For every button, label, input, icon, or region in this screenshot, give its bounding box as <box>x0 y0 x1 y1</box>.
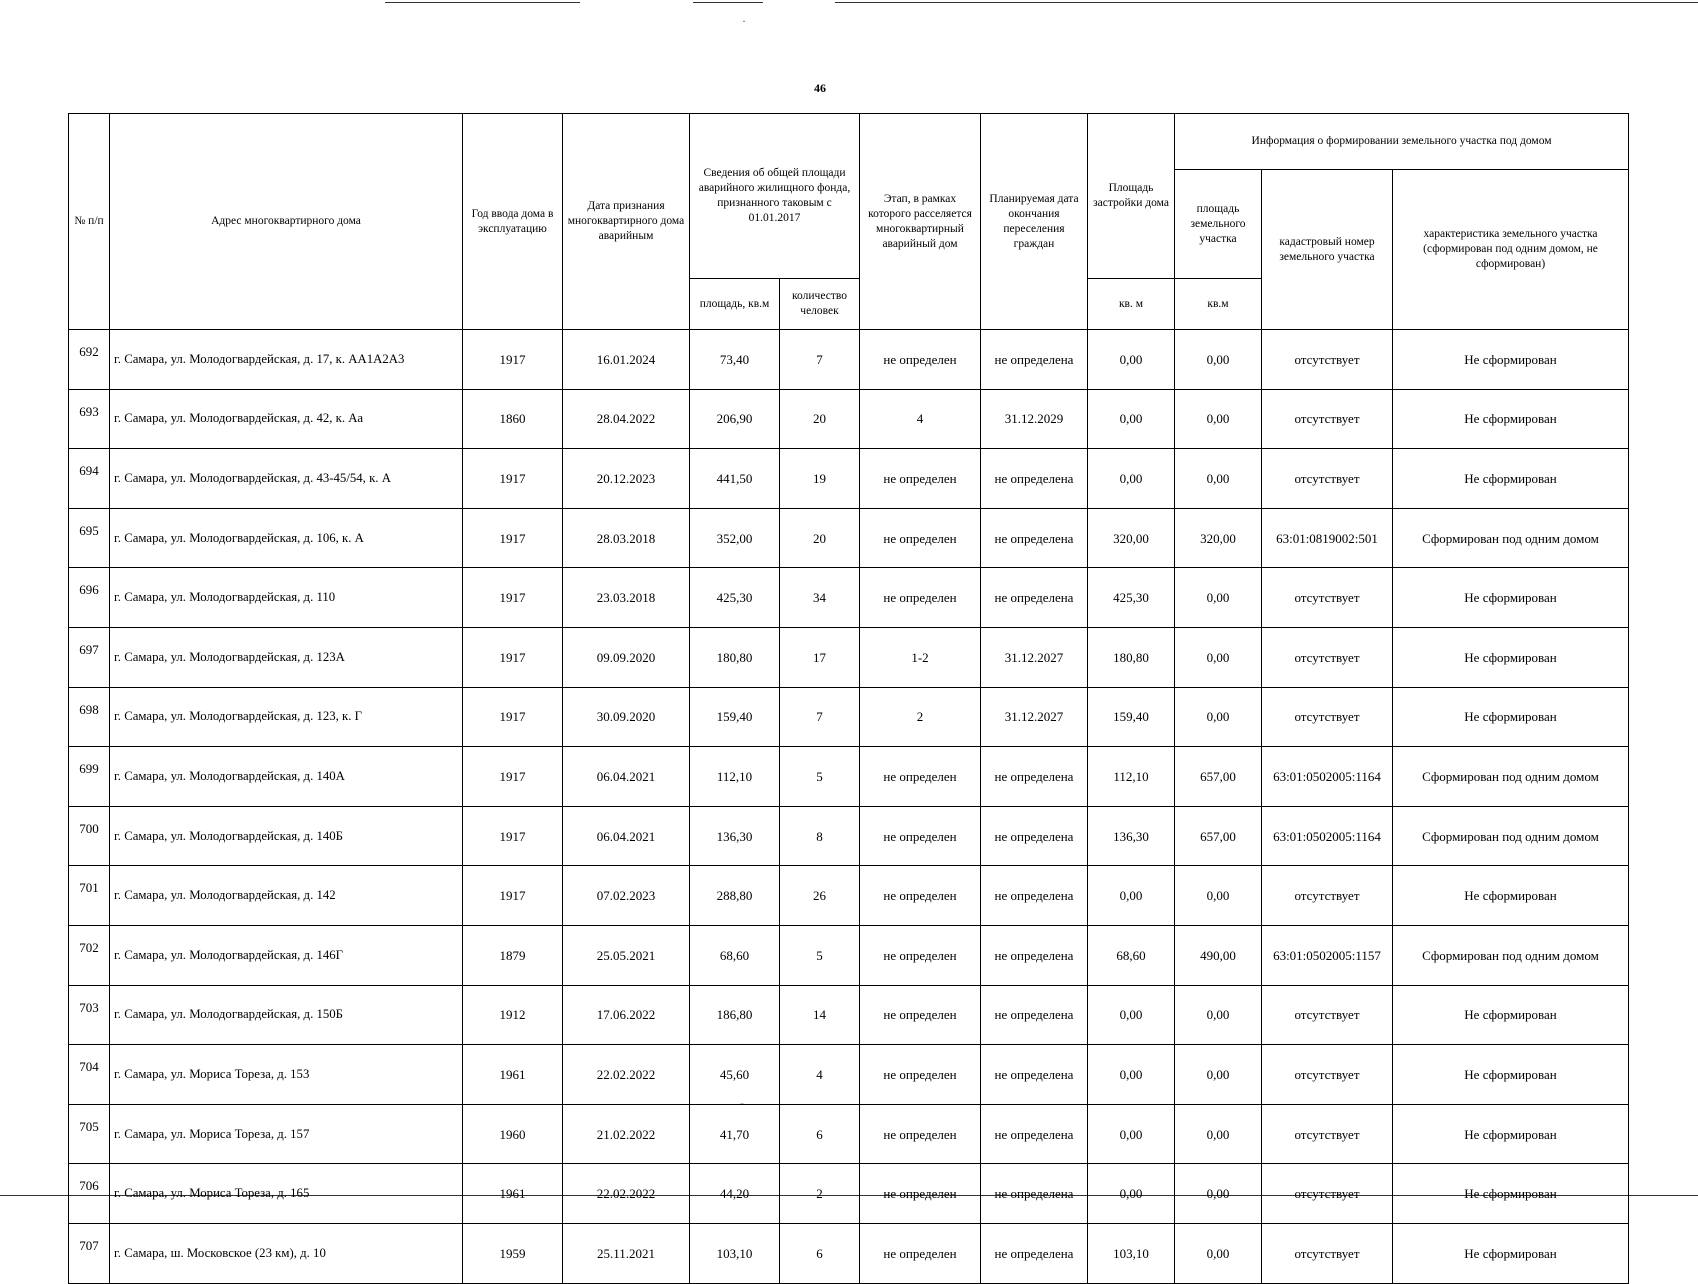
cell-planned-date: не определена <box>981 449 1088 509</box>
cell-building-area: 180,80 <box>1088 627 1175 687</box>
cell-area: 44,20 <box>690 1164 780 1224</box>
table-row <box>69 1104 1629 1164</box>
cell-stage: не определен <box>860 925 981 985</box>
cell-number: 700 <box>69 806 110 866</box>
header-address: Адрес многоквартирного дома <box>110 114 463 330</box>
cell-number: 697 <box>69 627 110 687</box>
top-scan-rule-right <box>835 2 1698 3</box>
cell-number: 692 <box>69 330 110 390</box>
cell-land-status: Не сформирован <box>1393 330 1629 390</box>
table-row <box>69 389 1629 449</box>
cell-land-area: 0,00 <box>1175 866 1262 926</box>
cell-land-area: 0,00 <box>1175 568 1262 628</box>
cell-recognition-date: 28.03.2018 <box>563 508 690 568</box>
cell-cadastral: 63:01:0502005:1164 <box>1262 747 1393 807</box>
cell-people: 5 <box>780 925 860 985</box>
cell-land-area: 0,00 <box>1175 627 1262 687</box>
cell-address: г. Самара, ул. Молодогвардейская, д. 110 <box>110 568 463 628</box>
cell-land-status: Не сформирован <box>1393 1104 1629 1164</box>
cell-stage: не определен <box>860 985 981 1045</box>
header-cadastral: кадастровый номер земельного участка <box>1262 170 1393 330</box>
cell-building-area: 0,00 <box>1088 1045 1175 1105</box>
cell-recognition-date: 20.12.2023 <box>563 449 690 509</box>
table-row <box>69 1223 1629 1283</box>
table-row <box>69 866 1629 926</box>
cell-people: 34 <box>780 568 860 628</box>
cell-land-area: 0,00 <box>1175 389 1262 449</box>
header-land-status: характеристика земельного участка (сформирован под одним домом, не сформирован) <box>1393 170 1629 330</box>
cell-year: 1917 <box>463 568 563 628</box>
cell-area: 73,40 <box>690 330 780 390</box>
cell-land-status: Сформирован под одним домом <box>1393 806 1629 866</box>
cell-land-area: 490,00 <box>1175 925 1262 985</box>
cell-land-status: Не сформирован <box>1393 1223 1629 1283</box>
header-recognition-date: Дата признания многоквартирного дома аварийным <box>563 114 690 330</box>
cell-land-area: 320,00 <box>1175 508 1262 568</box>
cell-land-area: 657,00 <box>1175 806 1262 866</box>
cell-address: г. Самара, ул. Молодогвардейская, д. 142 <box>110 866 463 926</box>
cell-cadastral: отсутствует <box>1262 449 1393 509</box>
cell-planned-date: не определена <box>981 747 1088 807</box>
cell-number: 698 <box>69 687 110 747</box>
cell-cadastral: отсутствует <box>1262 1164 1393 1224</box>
cell-land-area: 0,00 <box>1175 1164 1262 1224</box>
cell-planned-date: 31.12.2029 <box>981 389 1088 449</box>
cell-recognition-date: 25.11.2021 <box>563 1223 690 1283</box>
cell-number: 702 <box>69 925 110 985</box>
table-row <box>69 806 1629 866</box>
cell-building-area: 0,00 <box>1088 389 1175 449</box>
cell-address: г. Самара, ул. Молодогвардейская, д. 140Б <box>110 806 463 866</box>
cell-address: г. Самара, ш. Московское (23 км), д. 10 <box>110 1223 463 1283</box>
table-row <box>69 568 1629 628</box>
cell-stage: не определен <box>860 1104 981 1164</box>
cell-land-status: Не сформирован <box>1393 449 1629 509</box>
table-header <box>69 114 1629 330</box>
cell-building-area: 0,00 <box>1088 866 1175 926</box>
cell-planned-date: не определена <box>981 1223 1088 1283</box>
cell-recognition-date: 23.03.2018 <box>563 568 690 628</box>
cell-land-status: Не сформирован <box>1393 568 1629 628</box>
cell-area: 441,50 <box>690 449 780 509</box>
cell-stage: 1-2 <box>860 627 981 687</box>
cell-land-status: Сформирован под одним домом <box>1393 925 1629 985</box>
cell-recognition-date: 06.04.2021 <box>563 806 690 866</box>
cell-land-area: 0,00 <box>1175 687 1262 747</box>
cell-recognition-date: 22.02.2022 <box>563 1045 690 1105</box>
cell-address: г. Самара, ул. Молодогвардейская, д. 42, к. Аа <box>110 389 463 449</box>
cell-area: 136,30 <box>690 806 780 866</box>
header-building-area-unit: кв. м <box>1088 279 1175 330</box>
cell-stage: не определен <box>860 568 981 628</box>
cell-land-status: Не сформирован <box>1393 627 1629 687</box>
cell-people: 4 <box>780 1045 860 1105</box>
cell-land-area: 0,00 <box>1175 449 1262 509</box>
cell-planned-date: 31.12.2027 <box>981 627 1088 687</box>
cell-people: 2 <box>780 1164 860 1224</box>
table-row <box>69 747 1629 807</box>
cell-year: 1917 <box>463 687 563 747</box>
cell-stage: 4 <box>860 389 981 449</box>
cell-address: г. Самара, ул. Молодогвардейская, д. 140А <box>110 747 463 807</box>
cell-year: 1961 <box>463 1045 563 1105</box>
cell-stage: не определен <box>860 1164 981 1224</box>
cell-planned-date: не определена <box>981 568 1088 628</box>
table-row <box>69 627 1629 687</box>
header-stage: Этап, в рамках которого расселяется многоквартирный аварийный дом <box>860 114 981 330</box>
header-people: количество человек <box>780 279 860 330</box>
cell-recognition-date: 25.05.2021 <box>563 925 690 985</box>
table-row <box>69 1045 1629 1105</box>
cell-cadastral: отсутствует <box>1262 389 1393 449</box>
cell-year: 1917 <box>463 449 563 509</box>
cell-building-area: 103,10 <box>1088 1223 1175 1283</box>
cell-cadastral: отсутствует <box>1262 985 1393 1045</box>
cell-recognition-date: 06.04.2021 <box>563 747 690 807</box>
cell-area: 352,00 <box>690 508 780 568</box>
cell-cadastral: отсутствует <box>1262 1045 1393 1105</box>
cell-stage: не определен <box>860 747 981 807</box>
cell-address: г. Самара, ул. Молодогвардейская, д. 43-45/54, к. А <box>110 449 463 509</box>
cell-year: 1860 <box>463 389 563 449</box>
cell-land-area: 0,00 <box>1175 985 1262 1045</box>
cell-address: г. Самара, ул. Мориса Тореза, д. 165 <box>110 1164 463 1224</box>
cell-cadastral: отсутствует <box>1262 1104 1393 1164</box>
cell-people: 6 <box>780 1104 860 1164</box>
cell-address: г. Самара, ул. Мориса Тореза, д. 153 <box>110 1045 463 1105</box>
table-row <box>69 687 1629 747</box>
cell-recognition-date: 30.09.2020 <box>563 687 690 747</box>
cell-people: 14 <box>780 985 860 1045</box>
emergency-housing-table <box>68 113 1629 1284</box>
cell-stage: не определен <box>860 1223 981 1283</box>
cell-stage: не определен <box>860 806 981 866</box>
table-row <box>69 985 1629 1045</box>
header-building-area: Площадь застройки дома <box>1088 114 1175 279</box>
cell-year: 1917 <box>463 508 563 568</box>
cell-cadastral: отсутствует <box>1262 330 1393 390</box>
cell-address: г. Самара, ул. Молодогвардейская, д. 123А <box>110 627 463 687</box>
cell-people: 20 <box>780 508 860 568</box>
cell-recognition-date: 07.02.2023 <box>563 866 690 926</box>
cell-land-status: Сформирован под одним домом <box>1393 747 1629 807</box>
cell-number: 695 <box>69 508 110 568</box>
cell-area: 103,10 <box>690 1223 780 1283</box>
cell-cadastral: отсутствует <box>1262 866 1393 926</box>
cell-year: 1917 <box>463 866 563 926</box>
cell-number: 694 <box>69 449 110 509</box>
cell-stage: не определен <box>860 449 981 509</box>
cell-area: 288,80 <box>690 866 780 926</box>
cell-people: 6 <box>780 1223 860 1283</box>
cell-land-status: Не сформирован <box>1393 687 1629 747</box>
cell-planned-date: не определена <box>981 1164 1088 1224</box>
cell-land-area: 0,00 <box>1175 1104 1262 1164</box>
cell-building-area: 0,00 <box>1088 449 1175 509</box>
cell-people: 7 <box>780 330 860 390</box>
cell-planned-date: не определена <box>981 1045 1088 1105</box>
cell-area: 112,10 <box>690 747 780 807</box>
cell-planned-date: не определена <box>981 985 1088 1045</box>
cell-land-status: Не сформирован <box>1393 866 1629 926</box>
cell-people: 19 <box>780 449 860 509</box>
cell-planned-date: не определена <box>981 508 1088 568</box>
cell-land-status: Не сформирован <box>1393 1045 1629 1105</box>
scan-speck-top: · <box>742 14 746 28</box>
cell-area: 45,60 <box>690 1045 780 1105</box>
cell-stage: не определен <box>860 1045 981 1105</box>
header-area-group: Сведения об общей площади аварийного жилищного фонда, признанного таковым с 01.01.2017 <box>690 114 860 279</box>
table-row <box>69 1164 1629 1224</box>
cell-number: 703 <box>69 985 110 1045</box>
cell-year: 1917 <box>463 627 563 687</box>
cell-recognition-date: 17.06.2022 <box>563 985 690 1045</box>
table-row <box>69 508 1629 568</box>
cell-building-area: 112,10 <box>1088 747 1175 807</box>
cell-address: г. Самара, ул. Мориса Тореза, д. 157 <box>110 1104 463 1164</box>
cell-year: 1961 <box>463 1164 563 1224</box>
cell-address: г. Самара, ул. Молодогвардейская, д. 106, к. А <box>110 508 463 568</box>
cell-year: 1917 <box>463 747 563 807</box>
cell-area: 159,40 <box>690 687 780 747</box>
cell-year: 1917 <box>463 330 563 390</box>
cell-land-area: 0,00 <box>1175 1223 1262 1283</box>
cell-cadastral: 63:01:0502005:1157 <box>1262 925 1393 985</box>
cell-recognition-date: 09.09.2020 <box>563 627 690 687</box>
cell-area: 206,90 <box>690 389 780 449</box>
cell-building-area: 0,00 <box>1088 330 1175 390</box>
cell-cadastral: отсутствует <box>1262 568 1393 628</box>
table-row <box>69 925 1629 985</box>
cell-building-area: 159,40 <box>1088 687 1175 747</box>
cell-address: г. Самара, ул. Молодогвардейская, д. 17, к. АА1А2А3 <box>110 330 463 390</box>
cell-cadastral: 63:01:0819002:501 <box>1262 508 1393 568</box>
cell-area: 186,80 <box>690 985 780 1045</box>
cell-stage: не определен <box>860 330 981 390</box>
cell-building-area: 0,00 <box>1088 1164 1175 1224</box>
cell-number: 699 <box>69 747 110 807</box>
header-year: Год ввода дома в эксплуатацию <box>463 114 563 330</box>
header-planned-date: Планируемая дата окончания переселения граждан <box>981 114 1088 330</box>
scan-speck-bottom: - <box>740 1096 744 1110</box>
cell-area: 425,30 <box>690 568 780 628</box>
cell-planned-date: не определена <box>981 925 1088 985</box>
cell-people: 26 <box>780 866 860 926</box>
cell-number: 707 <box>69 1223 110 1283</box>
cell-number: 705 <box>69 1104 110 1164</box>
cell-area: 41,70 <box>690 1104 780 1164</box>
cell-recognition-date: 22.02.2022 <box>563 1164 690 1224</box>
cell-year: 1912 <box>463 985 563 1045</box>
table-body <box>69 330 1629 1284</box>
cell-people: 20 <box>780 389 860 449</box>
cell-planned-date: не определена <box>981 330 1088 390</box>
cell-address: г. Самара, ул. Молодогвардейская, д. 146Г <box>110 925 463 985</box>
cell-building-area: 320,00 <box>1088 508 1175 568</box>
header-land-group: Информация о формировании земельного участка под домом <box>1175 114 1629 170</box>
top-scan-rule-middle <box>693 2 763 3</box>
cell-year: 1959 <box>463 1223 563 1283</box>
cell-stage: 2 <box>860 687 981 747</box>
cell-land-area: 657,00 <box>1175 747 1262 807</box>
cell-number: 693 <box>69 389 110 449</box>
cell-year: 1960 <box>463 1104 563 1164</box>
cell-recognition-date: 16.01.2024 <box>563 330 690 390</box>
cell-cadastral: отсутствует <box>1262 627 1393 687</box>
cell-building-area: 68,60 <box>1088 925 1175 985</box>
cell-number: 701 <box>69 866 110 926</box>
cell-stage: не определен <box>860 866 981 926</box>
cell-number: 706 <box>69 1164 110 1224</box>
cell-people: 5 <box>780 747 860 807</box>
cell-recognition-date: 28.04.2022 <box>563 389 690 449</box>
top-scan-rule-left <box>385 2 580 3</box>
cell-year: 1879 <box>463 925 563 985</box>
cell-land-status: Сформирован под одним домом <box>1393 508 1629 568</box>
cell-area: 68,60 <box>690 925 780 985</box>
cell-area: 180,80 <box>690 627 780 687</box>
page-number: 46 <box>814 81 826 95</box>
header-number: № п/п <box>69 114 110 330</box>
cell-recognition-date: 21.02.2022 <box>563 1104 690 1164</box>
cell-land-status: Не сформирован <box>1393 389 1629 449</box>
cell-building-area: 425,30 <box>1088 568 1175 628</box>
cell-people: 7 <box>780 687 860 747</box>
cell-land-area: 0,00 <box>1175 1045 1262 1105</box>
cell-number: 704 <box>69 1045 110 1105</box>
header-area: площадь, кв.м <box>690 279 780 330</box>
cell-cadastral: отсутствует <box>1262 687 1393 747</box>
cell-address: г. Самара, ул. Молодогвардейская, д. 150Б <box>110 985 463 1045</box>
cell-cadastral: 63:01:0502005:1164 <box>1262 806 1393 866</box>
cell-planned-date: не определена <box>981 1104 1088 1164</box>
cell-people: 17 <box>780 627 860 687</box>
cell-year: 1917 <box>463 806 563 866</box>
header-land-area-unit: кв.м <box>1175 279 1262 330</box>
table-row <box>69 330 1629 390</box>
cell-building-area: 136,30 <box>1088 806 1175 866</box>
cell-stage: не определен <box>860 508 981 568</box>
cell-planned-date: не определена <box>981 806 1088 866</box>
cell-address: г. Самара, ул. Молодогвардейская, д. 123, к. Г <box>110 687 463 747</box>
cell-planned-date: не определена <box>981 866 1088 926</box>
cell-land-status: Не сформирован <box>1393 1164 1629 1224</box>
cell-number: 696 <box>69 568 110 628</box>
cell-cadastral: отсутствует <box>1262 1223 1393 1283</box>
cell-people: 8 <box>780 806 860 866</box>
cell-land-area: 0,00 <box>1175 330 1262 390</box>
cell-land-status: Не сформирован <box>1393 985 1629 1045</box>
cell-building-area: 0,00 <box>1088 1104 1175 1164</box>
cell-building-area: 0,00 <box>1088 985 1175 1045</box>
table-row <box>69 449 1629 509</box>
cell-planned-date: 31.12.2027 <box>981 687 1088 747</box>
header-land-area: площадь земельного участка <box>1175 170 1262 279</box>
